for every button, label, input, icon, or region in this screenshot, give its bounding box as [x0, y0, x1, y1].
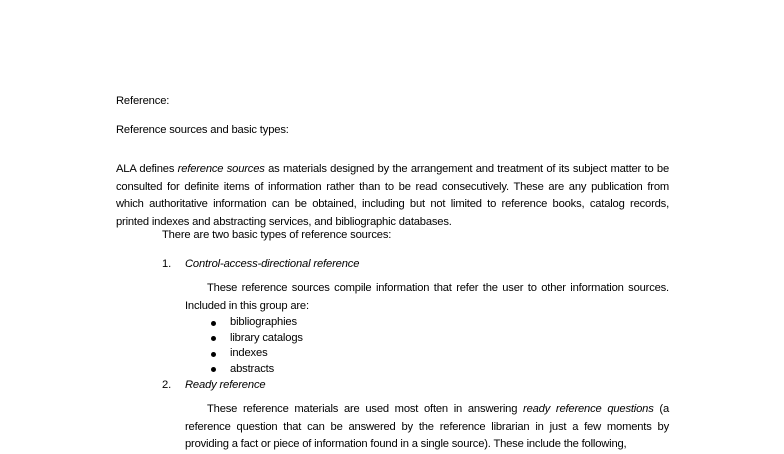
ready-text-after: (a reference question that can be answered by the reference librarian in just a few moments by providing a fact or piece of information found in a single source). These include the following, [185, 403, 669, 451]
example-label: abstracts [230, 362, 275, 375]
examples-list [208, 315, 303, 377]
list-item-description: These reference sources compile information that refer the user to other information sources. Included in this group are: [185, 282, 669, 312]
list-item-title: Control-access-directional reference [185, 258, 360, 270]
bullet-icon [211, 367, 216, 372]
bullet-icon [211, 336, 216, 341]
list-item-description [185, 401, 669, 454]
list-item [208, 346, 303, 362]
ala-definition-paragraph [116, 161, 669, 231]
list-number: 1. [162, 258, 172, 270]
list-item [208, 362, 303, 378]
list-item-title: Ready reference [185, 379, 266, 391]
list-item [208, 331, 303, 347]
example-label: indexes [230, 347, 268, 359]
example-label: bibliographies [230, 316, 297, 328]
ala-text-before: ALA defines [116, 163, 178, 176]
bullet-icon [211, 321, 216, 326]
ready-emphasis: ready reference questions [523, 403, 654, 416]
list-item [208, 315, 303, 331]
section-subheading: Reference sources and basic types: [116, 124, 289, 136]
ala-text-after: as materials designed by the arrangement and treatment of its subject matter to be consulted for definite items of information rather than to be read consecutively. These are any publication from which authoritative information can be obtained, including but not limited to reference books, catalog records, printed indexes and abstracting services, and bibliographic databases. [116, 163, 669, 228]
list-number: 2. [162, 379, 172, 391]
example-label: library catalogs [230, 331, 303, 344]
types-intro: There are two basic types of reference sources: [162, 229, 392, 241]
ready-text-before: These reference materials are used most often in answering [207, 403, 524, 416]
section-heading: Reference: [116, 95, 170, 107]
bullet-icon [211, 352, 216, 357]
ala-emphasis: reference sources [177, 163, 265, 176]
